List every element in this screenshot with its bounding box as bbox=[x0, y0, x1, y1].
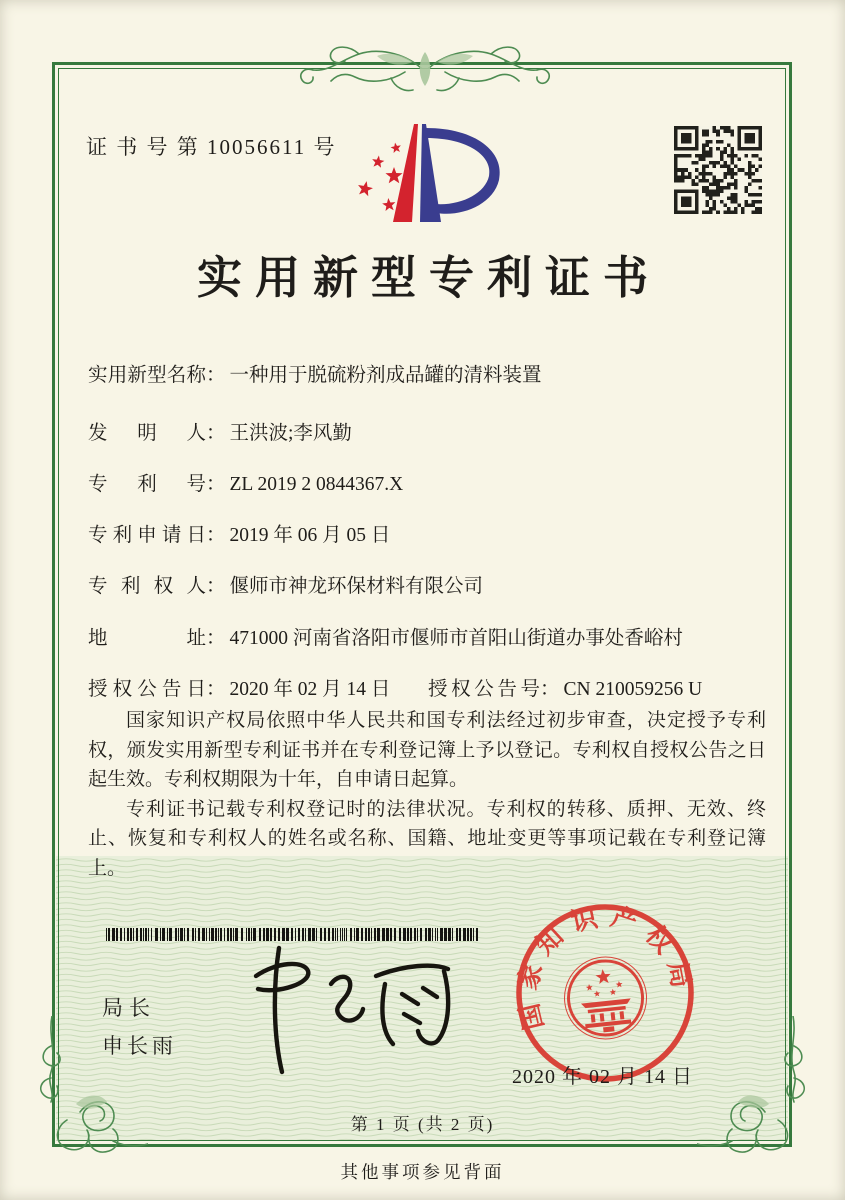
field-label: 发明人 bbox=[88, 423, 206, 444]
field-row-address bbox=[88, 627, 778, 651]
legal-paragraph-1: 国家知识产权局依照中华人民共和国专利法经过初步审查，决定授予专利权，颁发实用新型专利证书并在专利登记簿上予以登记。专利权自授权公告之日起生效。专利权期限为十年，自申请日起算。 bbox=[88, 710, 766, 790]
field-value: 2019 年 06 月 05 日 bbox=[229, 525, 391, 546]
back-side-note: 其他事项参见背面 bbox=[340, 1162, 505, 1182]
field-colon: ： bbox=[206, 525, 226, 546]
legal-text-block bbox=[88, 706, 766, 883]
certificate-title: 实用新型专利证书 bbox=[196, 253, 661, 303]
qr-code-icon bbox=[674, 126, 762, 214]
field-value: 王洪波;李风勤 bbox=[229, 423, 352, 444]
field-label: 专利权人 bbox=[88, 576, 206, 597]
field-colon: ： bbox=[206, 679, 226, 700]
field-colon: ： bbox=[206, 628, 226, 649]
page-number: 第 1 页 (共 2 页) bbox=[350, 1115, 495, 1134]
field-colon: ： bbox=[206, 365, 226, 386]
svg-text:国家知识产权局 bbox=[505, 896, 700, 1033]
field-label: 实用新型名称 bbox=[88, 365, 206, 386]
field-colon: ： bbox=[206, 576, 226, 597]
field-colon: ： bbox=[540, 679, 560, 700]
field-row-patentee bbox=[88, 575, 778, 599]
grant-number-pair bbox=[428, 678, 702, 702]
field-value: 471000 河南省洛阳市偃师市首阳山街道办事处香峪村 bbox=[229, 628, 683, 649]
seal-agency-text: 国家知识产权局 bbox=[512, 901, 698, 1033]
field-value: ZL 2019 2 0844367.X bbox=[229, 474, 404, 495]
handwritten-signature-icon bbox=[218, 938, 458, 1078]
legal-paragraph-2: 专利证书记载专利权登记时的法律状况。专利权的转移、质押、无效、终止、恢复和专利权人的姓名或名称、国籍、地址变更等事项记载在专利登记簿上。 bbox=[88, 798, 766, 879]
field-colon: ： bbox=[206, 423, 226, 444]
grant-number-label: 授权公告号 bbox=[428, 679, 540, 700]
commissioner-title: 局长 bbox=[102, 996, 156, 1020]
prc-national-emblem-icon bbox=[560, 953, 650, 1043]
grant-date-label: 授权公告日 bbox=[88, 679, 206, 700]
certificate-number: 证 书 号 第 10056611 号 bbox=[86, 135, 337, 159]
field-row-grant bbox=[88, 678, 778, 702]
field-label: 地址 bbox=[88, 628, 206, 649]
field-label: 专利号 bbox=[88, 474, 206, 495]
commissioner-name: 申长雨 bbox=[102, 1034, 177, 1058]
field-label: 专利申请日 bbox=[88, 525, 206, 546]
field-row-filing-date bbox=[88, 524, 778, 548]
field-value: 偃师市神龙环保材料有限公司 bbox=[229, 576, 484, 597]
field-row-utility-model-name bbox=[88, 364, 778, 388]
grant-date-value: 2020 年 02 月 14 日 bbox=[229, 679, 391, 700]
seal-date: 2020 年 02 月 14 日 bbox=[512, 1066, 693, 1088]
grant-number-value: CN 210059256 U bbox=[563, 679, 703, 700]
cnipa-logo-icon bbox=[338, 118, 533, 236]
field-colon: ： bbox=[206, 474, 226, 495]
field-row-patent-number bbox=[88, 473, 778, 497]
field-value: 一种用于脱硫粉剂成品罐的清料装置 bbox=[229, 365, 542, 386]
field-row-inventors bbox=[88, 422, 778, 446]
